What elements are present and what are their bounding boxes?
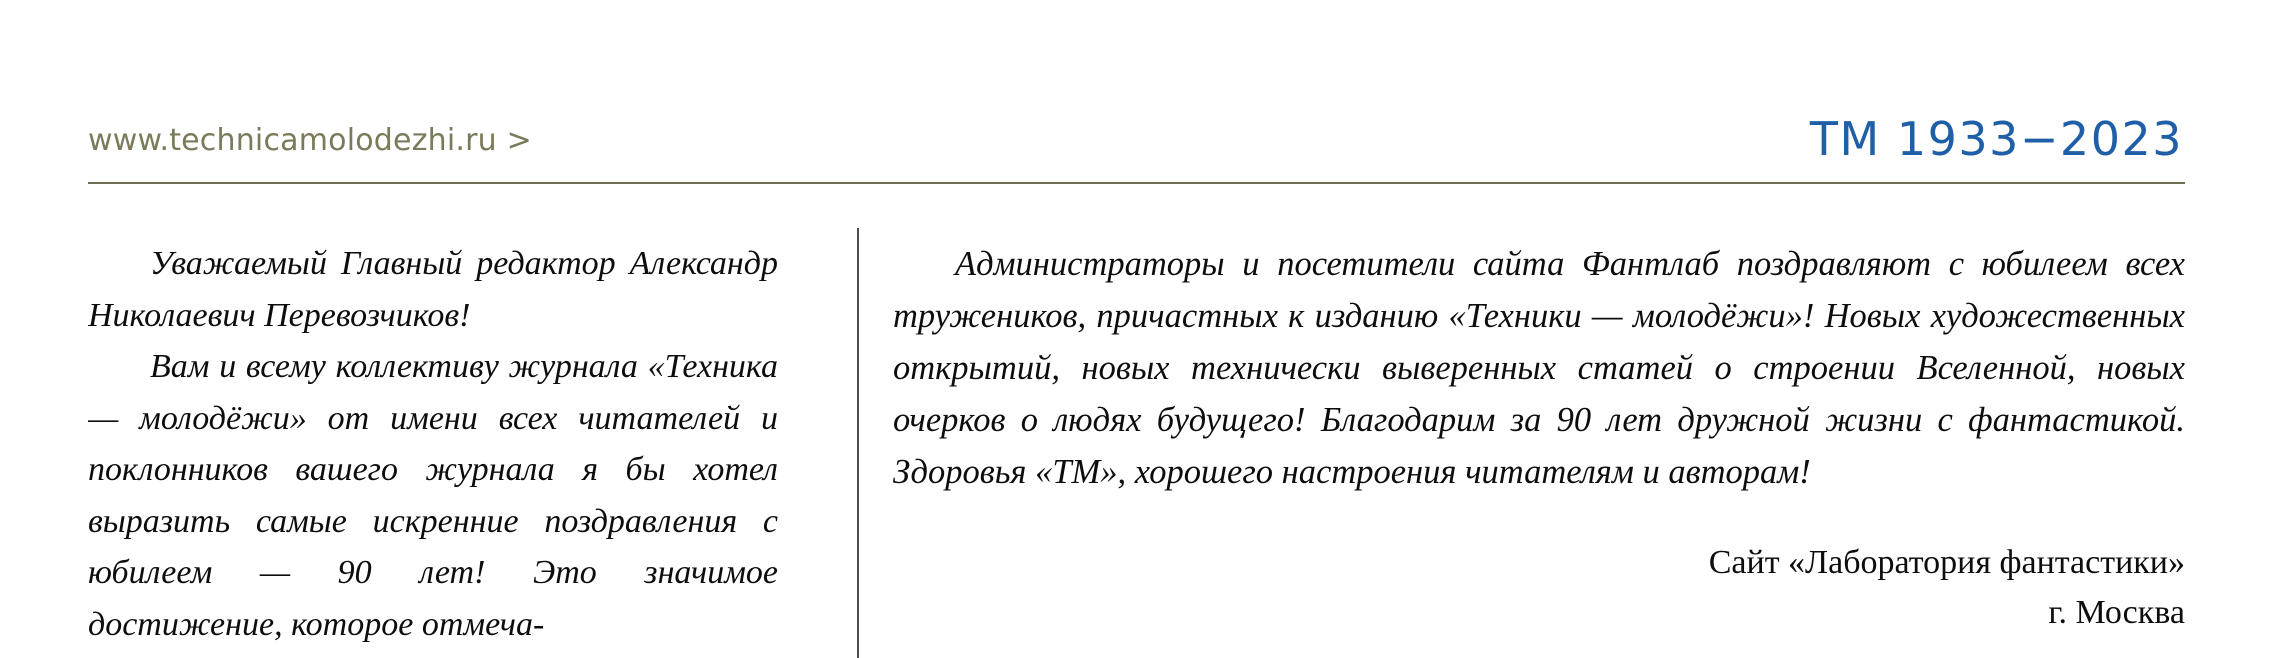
signature-organization: Сайт «Лаборатория фантастики» — [1708, 544, 2185, 581]
signature-block — [893, 538, 2185, 638]
masthead-anniversary-title: ТМ 1933−2023 — [1809, 112, 2183, 166]
header-divider-rule — [88, 182, 2185, 184]
right-column — [893, 238, 2185, 658]
left-column-paragraph-2: Вам и всему коллективу журнала «Техника — молодёжи» от имени всех читателей и поклонников вашего журнала я бы хотел выразить самые искренние поздравления с юбилеем — 90 лет! Это значимое достижение, которое отмеча- — [88, 348, 778, 643]
site-url-text: www.technicamolodezhi.ru > — [88, 123, 532, 158]
left-column-paragraph-1: Уважаемый Главный редактор Александр Николаевич Перевозчиков! — [88, 245, 778, 334]
signature-city: г. Москва — [2048, 594, 2185, 631]
column-divider-rule — [857, 228, 859, 658]
right-column-paragraph-1: Администраторы и посетители сайта Фантлаб поздравляют с юбилеем всех тружеников, причастных к изданию «Техники — молодёжи»! Новых художественных открытий, новых технически выверенных статей о строении Вселенной, новых очерков о людях будущего! Благодарим за 90 лет дружной жизни с фантастикой. Здоровья «ТМ», хорошего настроения читателям и авторам! — [893, 245, 2185, 491]
left-column — [88, 238, 778, 658]
page-header — [88, 90, 2183, 166]
article-columns — [88, 238, 2185, 658]
